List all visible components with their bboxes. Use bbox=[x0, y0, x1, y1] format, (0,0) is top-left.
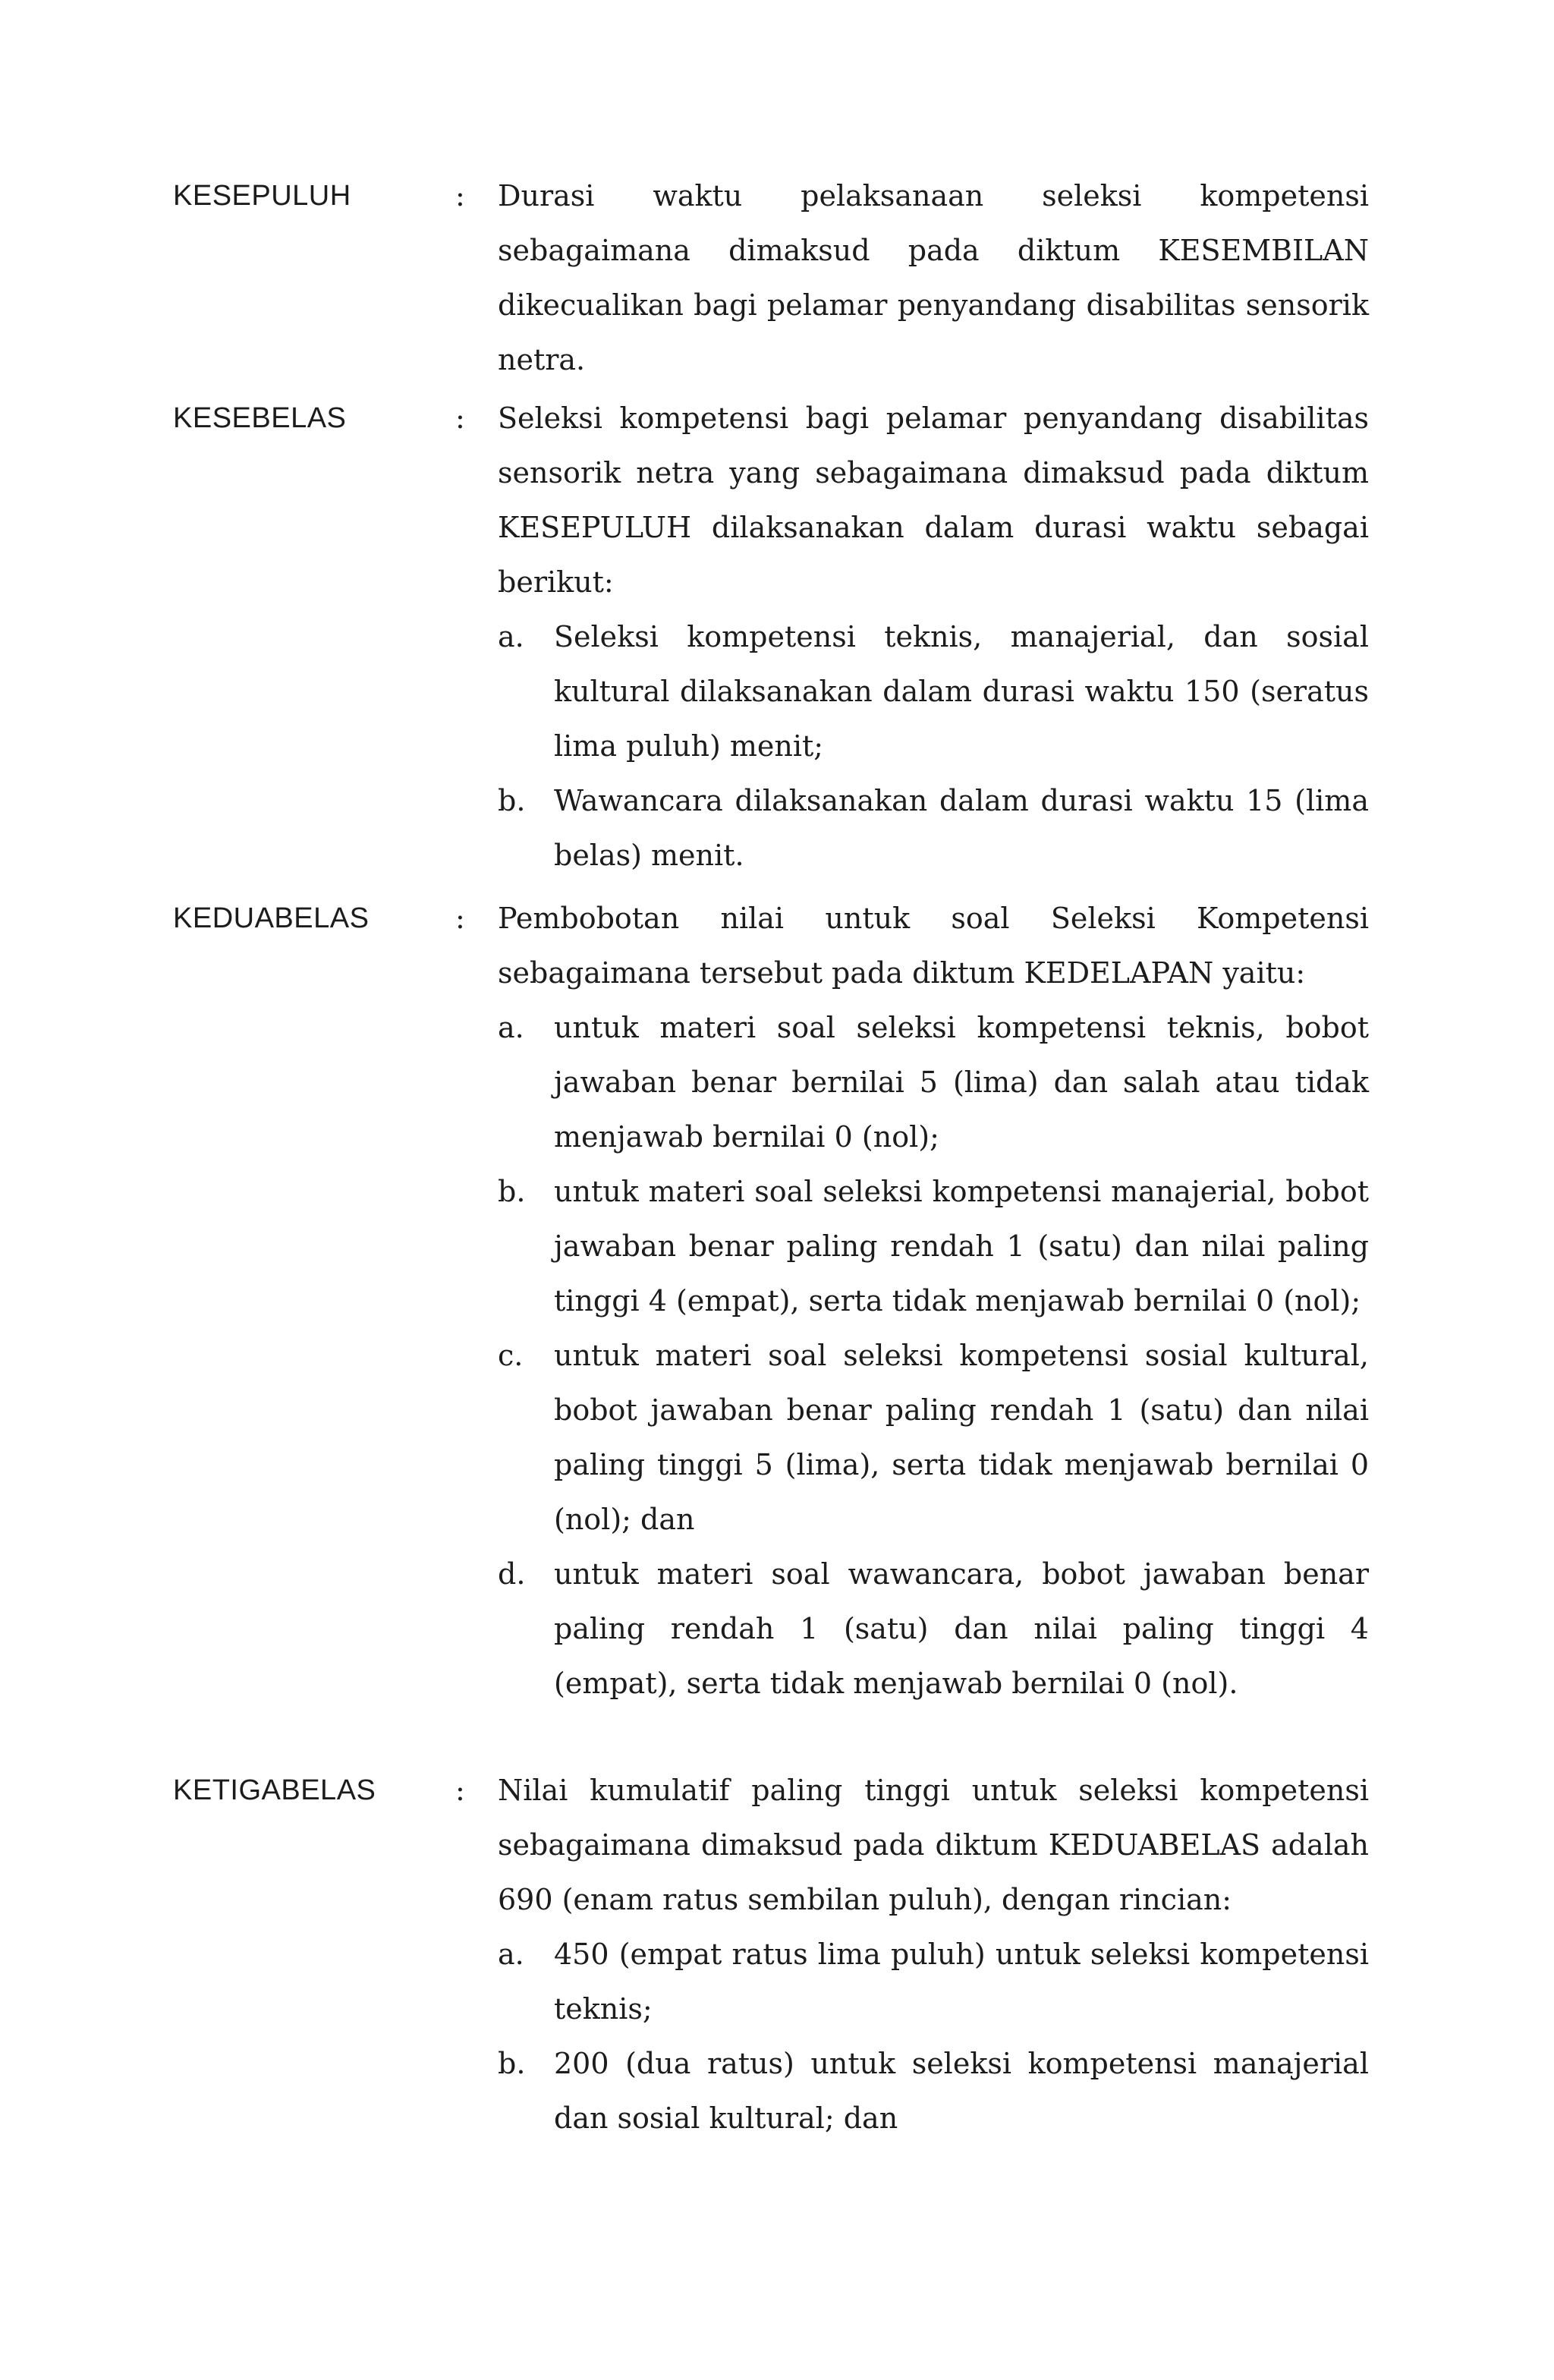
list-item-text: 450 (empat ratus lima puluh) untuk seleksi kompetensi teknis; bbox=[554, 1938, 1369, 2026]
list-item bbox=[498, 1164, 1369, 1328]
list-item-text: untuk materi soal seleksi kompetensi sosial kultural, bobot jawaban benar paling rendah 1 (satu) dan nilai paling tinggi 5 (lima), serta tidak menjawab bernilai 0 (nol); dan bbox=[554, 1339, 1369, 1536]
list-item bbox=[498, 1328, 1369, 1547]
list-marker: a. bbox=[498, 620, 524, 653]
list-item bbox=[498, 1000, 1369, 1164]
diktum-body bbox=[498, 168, 1369, 387]
diktum-text: Nilai kumulatif paling tinggi untuk seleksi kompetensi sebagaimana dimaksud pada diktum KEDUABELAS adalah 690 (enam ratus sembilan puluh), dengan rincian: bbox=[498, 1774, 1369, 1916]
diktum-body bbox=[498, 891, 1369, 1711]
list-item bbox=[498, 773, 1369, 883]
list-marker: a. bbox=[498, 1938, 524, 1971]
diktum-colon: : bbox=[455, 401, 465, 435]
list-item-text: untuk materi soal wawancara, bobot jawaban benar paling rendah 1 (satu) dan nilai paling tinggi 4 (empat), serta tidak menjawab bernilai 0 (nol). bbox=[554, 1557, 1369, 1700]
list-marker: a. bbox=[498, 1011, 524, 1044]
list-marker: b. bbox=[498, 2047, 526, 2080]
diktum-text: Pembobotan nilai untuk soal Seleksi Kompetensi sebagaimana tersebut pada diktum KEDELAPAN yaitu: bbox=[498, 902, 1369, 990]
diktum-label: KEDUABELAS bbox=[173, 902, 370, 934]
diktum-label: KETIGABELAS bbox=[173, 1774, 376, 1806]
list-marker: c. bbox=[498, 1339, 524, 1372]
list-item-text: 200 (dua ratus) untuk seleksi kompetensi manajerial dan sosial kultural; dan bbox=[554, 2047, 1369, 2135]
list-item bbox=[498, 1547, 1369, 1711]
list-item-text: Wawancara dilaksanakan dalam durasi waktu 15 (lima belas) menit. bbox=[554, 784, 1369, 872]
diktum-body bbox=[498, 1763, 1369, 2145]
diktum-text: Durasi waktu pelaksanaan seleksi kompetensi sebagaimana dimaksud pada diktum KESEMBILAN dikecualikan bagi pelamar penyandang disabilitas sensorik netra. bbox=[498, 179, 1369, 376]
list-marker: d. bbox=[498, 1557, 526, 1591]
list-item bbox=[498, 1927, 1369, 2036]
diktum-list bbox=[498, 609, 1369, 883]
diktum-colon: : bbox=[455, 179, 465, 212]
diktum-list bbox=[498, 1000, 1369, 1711]
list-item bbox=[498, 609, 1369, 773]
diktum-colon: : bbox=[455, 1774, 465, 1807]
diktum-text: Seleksi kompetensi bagi pelamar penyandang disabilitas sensorik netra yang sebagaimana dimaksud pada diktum KESEPULUH dilaksanakan dalam durasi waktu sebagai berikut: bbox=[498, 401, 1369, 599]
diktum-body bbox=[498, 391, 1369, 883]
list-marker: b. bbox=[498, 1175, 526, 1208]
list-marker: b. bbox=[498, 784, 526, 817]
list-item-text: Seleksi kompetensi teknis, manajerial, dan sosial kultural dilaksanakan dalam durasi waktu 150 (seratus lima puluh) menit; bbox=[554, 620, 1369, 763]
list-item-text: untuk materi soal seleksi kompetensi teknis, bobot jawaban benar bernilai 5 (lima) dan salah atau tidak menjawab bernilai 0 (nol); bbox=[554, 1011, 1369, 1154]
list-item bbox=[498, 2036, 1369, 2145]
list-item-text: untuk materi soal seleksi kompetensi manajerial, bobot jawaban benar paling rendah 1 (satu) dan nilai paling tinggi 4 (empat), serta tidak menjawab bernilai 0 (nol); bbox=[554, 1175, 1369, 1318]
diktum-colon: : bbox=[455, 902, 465, 935]
diktum-list bbox=[498, 1927, 1369, 2145]
diktum-label: KESEBELAS bbox=[173, 402, 347, 434]
diktum-label: KESEPULUH bbox=[173, 180, 351, 212]
